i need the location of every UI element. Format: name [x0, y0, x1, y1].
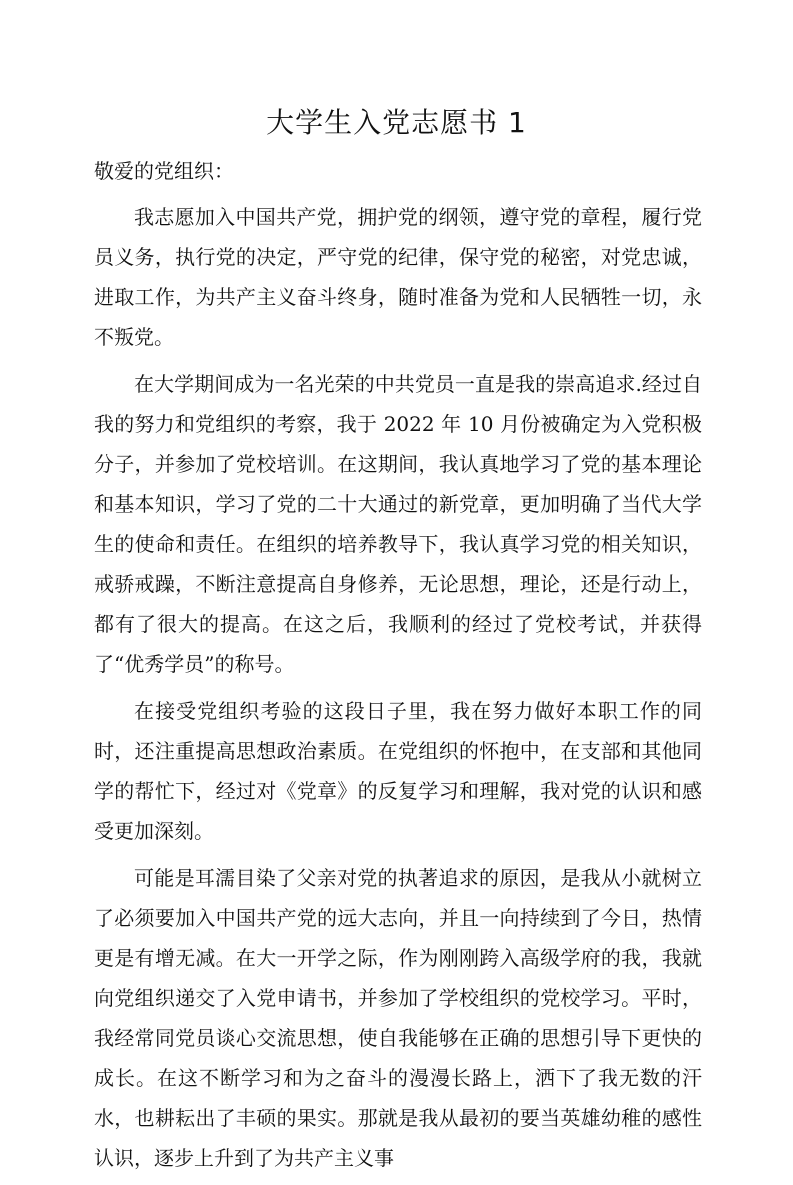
paragraph-4: 可能是耳濡目染了父亲对党的执著追求的原因，是我从小就树立了必须要加入中国共产党的远大志向，并且一向持续到了今日，热情更是有增无减。在大一开学之际，作为刚刚跨入高级学府的我，我就向党组织递交了入党申请书，并参加了学校组织的党校学习。平时，我经常同党员谈心交流思想，使自我能够在正确的思想引导下更快的成长。在这不断学习和为之奋斗的漫漫长路上，洒下了我无数的汗水，也耕耘出了丰硕的果实。那就是我从最初的要当英雄幼稚的感性认识，逐步上升到了为共产主义事: [94, 866, 702, 1170]
paragraph-1: 我志愿加入中国共产党，拥护党的纲领，遵守党的章程，履行党员义务，执行党的决定，严守党的纪律，保守党的秘密，对党忠诚，进取工作，为共产主义奋斗终身，随时准备为党和人民牺牲一切，永不叛党。: [94, 205, 702, 349]
document-body: [94, 151, 702, 1185]
salutation: 敬爱的党组织：: [94, 159, 234, 183]
document-title: 大学生入党志愿书 1: [266, 106, 527, 139]
paragraph-3: 在接受党组织考验的这段日子里，我在努力做好本职工作的同时，还注重提高思想政治素质。在党组织的怀抱中，在支部和其他同学的帮忙下，经过对《党章》的反复学习和理解，我对党的认识和感受更加深刻。: [94, 699, 702, 843]
paragraph-2: 在大学期间成为一名光荣的中共党员一直是我的崇高追求.经过自我的努力和党组织的考察，我于 2022 年 10 月份被确定为入党积极分子，并参加了党校培训。在这期间，我认真地学习了党的基本理论和基本知识，学习了党的二十大通过的新党章，更加明确了当代大学生的使命和责任。在组织的培养教导下，我认真学习党的相关知识，戒骄戒躁，不断注意提高自身修养，无论思想，理论，还是行动上，都有了很大的提高。在这之后，我顺利的经过了党校考试，并获得了“优秀学员”的称号。: [94, 372, 702, 676]
